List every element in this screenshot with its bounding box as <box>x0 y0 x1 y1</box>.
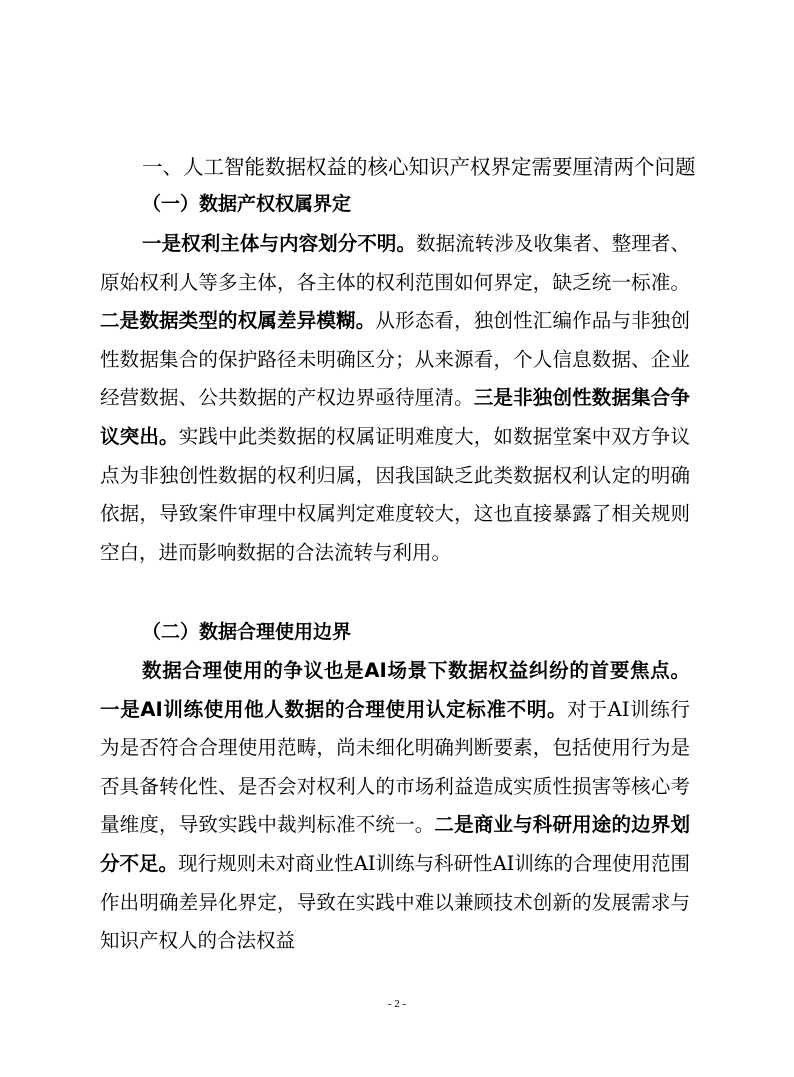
section2-text1: 对于AI训练行为是否符合合理使用范畴，尚未细化明确判断要素，包括使用行为是否具备转化性、是否会对权利人的市场利益造成实质性损害等核心考量维度，导致实践中裁判标准不统一。 <box>100 697 690 837</box>
section1-heading: （一）数据产权权属界定 <box>142 193 352 215</box>
main-heading: 一、人工智能数据权益的核心知识产权界定需要厘清两个问题 <box>142 155 696 179</box>
section2-heading: （二）数据合理使用边界 <box>142 621 352 643</box>
section1-point1-bold: 一是权利主体与内容划分不明。 <box>142 232 417 255</box>
section1-text2: 从形态看，独创性汇编作品与非独创性数据集合的保护路径未明确区分；从来源看，个人信息数据、企业经营数据、公共数据的产权边界亟待厘清。 <box>100 309 690 410</box>
section2-paragraph <box>100 652 690 961</box>
section2-point2-bold: 二是商业与科研用途的边界划分不足。 <box>100 813 690 875</box>
section1-point2-bold: 二是数据类型的权属差异模糊。 <box>100 309 376 333</box>
section1-text3: 实践中此类数据的权属证明难度大，如数据堂案中双方争议点为非独创性数据的权利归属，因我国缺乏此类数据权利认定的明确依据，导致案件审理中权属判定难度较大，这也直接暴露了相关规则空白，进而影响数据的合法流转与利用。 <box>100 424 690 564</box>
section2-lead-bold: 数据合理使用的争议也是AI场景下数据权益纠纷的首要焦点。一是AI训练使用他人数据的合理使用认定标准不明。 <box>100 659 690 721</box>
section1-paragraph <box>100 225 690 572</box>
section1-text1: 数据流转涉及收集者、整理者、原始权利人等多主体，各主体的权利范围如何界定，缺乏统一标准。 <box>100 232 690 294</box>
page-number: - 2 - <box>387 998 407 1010</box>
section2-text2: 现行规则未对商业性AI训练与科研性AI训练的合理使用范围作出明确差异化界定，导致在实践中难以兼顾技术创新的发展需求与知识产权人的合法权益 <box>100 851 690 953</box>
section1-point3-bold: 三是非独创性数据集合争议突出。 <box>100 386 690 448</box>
